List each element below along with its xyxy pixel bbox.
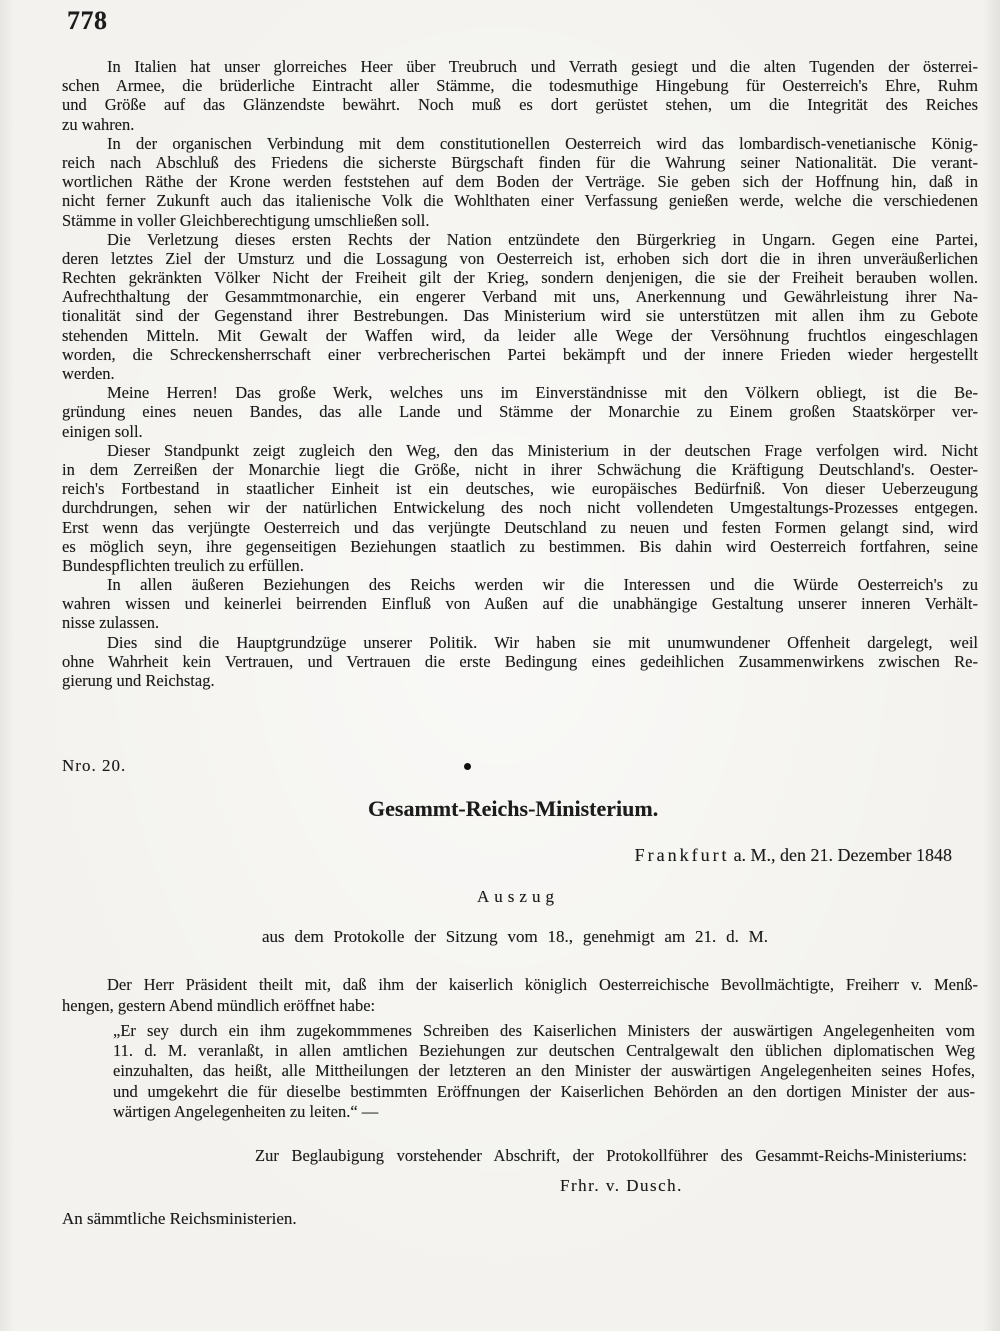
text-line: es möglich seyn, ihre gegenseitigen Beziehungen staatlich zu bestimmen. Bis dahin wird Oesterreich fortfahren, seine xyxy=(62,536,978,556)
intro-line: hengen, gestern Abend mündlich eröffnet habe: xyxy=(62,995,376,1015)
quote-line: 11. d. M. veranlaßt, in allen amtlichen Beziehungen zur deutschen Centralgewalt den üblichen diplomatischen Weg xyxy=(113,1041,975,1061)
document-number: Nro. 20. xyxy=(62,756,127,775)
text-line: deren letztes Ziel der Umsturz und die Lossagung von Oesterreich ist, erhoben sich dort die in ihren unveräußerlichen xyxy=(62,248,978,268)
document-title: Auszug xyxy=(477,887,559,906)
paragraph xyxy=(62,633,978,691)
quote-line: und umgekehrt die für dieselbe bestimmten Eröffnungen der Kaiserlichen Behörden an den dortigen Minister der aus- xyxy=(113,1081,975,1101)
document-subtitle xyxy=(262,927,768,947)
ink-spot xyxy=(464,763,471,770)
text-line: worden, die Schreckensherrschaft einer verbrecherischen Partei bekämpft und der innere Frieden wieder hergestellt xyxy=(62,344,978,364)
subtitle-line: aus dem Protokolle der Sitzung vom 18., genehmigt am 21. d. M. xyxy=(262,927,768,946)
quote-line: wärtigen Angelegenheiten zu leiten.“ — xyxy=(113,1101,379,1121)
text-line: In Italien hat unser glorreiches Heer über Treubruch und Verrath gesiegt und die alten Tugenden der österrei- xyxy=(107,57,978,76)
text-line: einigen soll. xyxy=(62,421,143,441)
text-line: werden. xyxy=(62,364,115,383)
text-line: Bundespflichten treulich zu erfüllen. xyxy=(62,555,304,575)
text-line: Dies sind die Hauptgrundzüge unserer Politik. Wir haben sie mit unumwundener Offenheit dargelegt, weil xyxy=(107,632,978,652)
text-line: nisse zulassen. xyxy=(62,613,160,633)
text-line: Stämme in voller Gleichberechtigung umschließen soll. xyxy=(62,210,430,230)
paragraph xyxy=(62,441,978,575)
text-line: in dem Zerreißen der Monarchie liegt die Größe, nicht in ihrer Schwächung die Kräftigung Deutschland's. Oester- xyxy=(62,459,978,479)
quote-line: „Er sey durch ein ihm zugekommmenes Schreiben des Kaiserlichen Ministers der auswärtigen Angelegenheiten vom xyxy=(113,1021,975,1040)
text-line: In der organischen Verbindung mit dem constitutionellen Oesterreich wird das lombardisch-venetianische König- xyxy=(107,133,978,153)
body-text xyxy=(62,57,978,690)
signature: Frhr. v. Dusch. xyxy=(560,1176,683,1195)
page-number: 778 xyxy=(67,6,108,35)
text-line: Aufrechthaltung der Gesammtmonarchie, ein engerer Verband mit uns, Anerkennung und Gewährleistung ihrer Na- xyxy=(62,287,978,307)
paragraph xyxy=(62,575,978,633)
ministry-heading: Gesammt-Reichs-Ministerium. xyxy=(368,796,659,821)
text-line: zu wahren. xyxy=(62,114,135,134)
quote-line: einzuhalten, das heißt, alle Mittheilungen der letzteren an den Minister der auswärtigen Angelegenheiten seines Hofes, xyxy=(113,1061,975,1081)
place: Frankfurt xyxy=(634,845,730,865)
paragraph xyxy=(62,57,978,134)
text-line: reich nach Abschluß des Friedens die sicherste Bürgschaft finden für die Wahrung seiner Nationalität. Die verant- xyxy=(62,152,978,172)
text-line: stehenden Mitteln. Mit Gewalt der Waffen wird, da leider alle Wege der Versöhnung fruchtlos eingeschlagen xyxy=(62,325,978,345)
text-line: nicht ferner Zukunft auch das italienische Volk die Wohlthaten einer Verfassung genießen werde, welche die verschiedenen xyxy=(62,191,978,211)
text-line: Rechten gekränkten Völker Nicht der Freiheit gilt der Krieg, sondern denjenigen, die sie der Freiheit berauben wollen. xyxy=(62,268,978,288)
text-line: reich's Fortbestand in staatlicher Einheit ist ein deutsches, wie europäisches Bedürfniß. Von dieser Ueberzeugung xyxy=(62,479,978,499)
text-line: schen Armee, die brüderliche Eintracht aller Stämme, die todesmuthige Hingebung für Oesterreich's Ehre, Ruhm xyxy=(62,76,978,96)
paragraph xyxy=(62,383,978,441)
addressee: An sämmtliche Reichsministerien. xyxy=(62,1209,297,1228)
text-line: Meine Herren! Das große Werk, welches uns im Einverständnisse mit den Völkern obliegt, ist die Be- xyxy=(107,383,978,403)
certification xyxy=(255,1146,967,1166)
text-line: Erst wenn das verjüngte Oesterreich und das verjüngte Deutschland zu neuen und festen Formen gelangt sind, wird xyxy=(62,517,978,537)
quoted-statement xyxy=(113,1021,975,1122)
text-line: wortlichen Räthe der Krone werden feststehen auf dem Boden der Verträge. Sie geben sich der Hoffnung hin, daß in xyxy=(62,172,978,192)
intro-paragraph xyxy=(62,975,978,1017)
text-line: gründung eines neuen Bandes, das alle Lande und Stämme der Monarchie zu Einem großen Staatskörper ver- xyxy=(62,402,978,422)
text-line: Die Verletzung dieses ersten Rechts der Nation entzündete den Bürgerkrieg in Ungarn. Gegen eine Partei, xyxy=(107,229,978,249)
text-line: und Größe auf das Glänzendste bewährt. Noch muß es dort gerüstet stehen, um die Integrität des Reiches xyxy=(62,95,978,115)
text-line: In allen äußeren Beziehungen des Reichs werden wir die Interessen und die Würde Oesterreich's zu xyxy=(107,575,978,595)
text-line: wahren wissen und keinerlei beirrenden Einfluß von Außen auf die unabhängige Gestaltung unserer inneren Verhält- xyxy=(62,594,978,614)
text-line: tionalität sind der Gegenstand ihrer Bestrebungen. Das Ministerium wird sie unterstützen mit allen ihm zu Gebote xyxy=(62,306,978,326)
place-date xyxy=(635,845,952,866)
intro-line: Der Herr Präsident theilt mit, daß ihm der kaiserlich königlich Oesterreichische Bevollmächtigte, Freiherr v. Menß- xyxy=(107,975,978,994)
certification-line: Zur Beglaubigung vorstehender Abschrift, der Protokollführer des Gesammt-Reichs-Ministeriums: xyxy=(255,1146,967,1165)
paragraph xyxy=(62,230,978,384)
paragraph xyxy=(62,134,978,230)
text-line: Dieser Standpunkt zeigt zugleich den Weg, den das Ministerium in der deutschen Frage verfolgen wird. Nicht xyxy=(107,440,978,460)
text-line: ohne Wahrheit kein Vertrauen, und Vertrauen die erste Bedingung eines gedeihlichen Zusammenwirkens zwischen Re- xyxy=(62,651,978,671)
text-line: gierung und Reichstag. xyxy=(62,671,215,690)
text-line: durchdrungen, sehen wir der natürlichen Entwickelung des noch nicht vollendeten Umgestaltungs-Prozesses entgegen. xyxy=(62,498,978,518)
date: a. M., den 21. Dezember 1848 xyxy=(733,845,952,865)
